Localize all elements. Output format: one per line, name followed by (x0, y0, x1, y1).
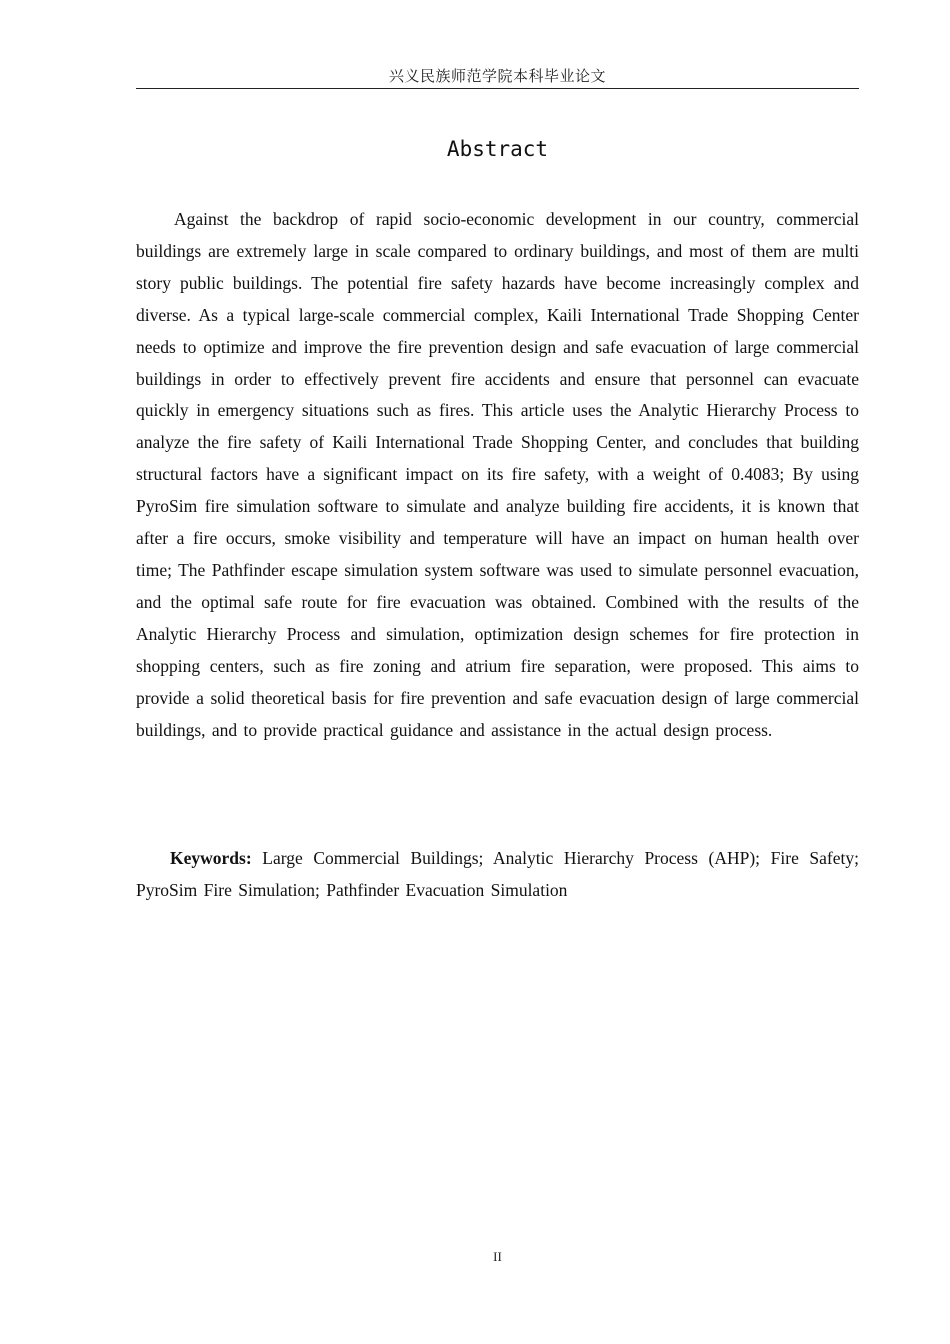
page-number: II (493, 1249, 502, 1264)
header-title: 兴义民族师范学院本科毕业论文 (388, 69, 606, 85)
keywords-paragraph (136, 843, 859, 907)
abstract-body: Against the backdrop of rapid socio-economic development in our country, commercial buildings are extremely large in scale compared to ordinary buildings, and most of them are multi story public buildings. The potential fire safety hazards have become increasingly complex and diverse. As a typical large-scale commercial complex, Kaili International Trade Shopping Center needs to optimize and improve the fire prevention design and safe evacuation of large commercial buildings in order to effectively prevent fire accidents and ensure that personnel can evacuate quickly in emergency situations such as fires. This article uses the Analytic Hierarchy Process to analyze the fire safety of Kaili International Trade Shopping Center, and concludes that building structural factors have a significant impact on its fire safety, with a weight of 0.4083; By using PyroSim fire simulation software to simulate and analyze building fire accidents, it is known that after a fire occurs, smoke visibility and temperature will have an impact on human health over time; The Pathfinder escape simulation system software was used to simulate personnel evacuation, and the optimal safe route for fire evacuation was obtained. Combined with the results of the Analytic Hierarchy Process and simulation, optimization design schemes for fire protection in shopping centers, such as fire zoning and atrium fire separation, were proposed. This aims to provide a solid theoretical basis for fire prevention and safe evacuation design of large commercial buildings, and to provide practical guidance and assistance in the actual design process. (136, 209, 859, 740)
page-header (136, 66, 859, 89)
keywords-label: Keywords: (170, 848, 252, 868)
abstract-title: Abstract (446, 137, 549, 161)
keywords-text: Large Commercial Buildings; Analytic Hierarchy Process (AHP); Fire Safety; PyroSim Fire Simulation; Pathfinder Evacuation Simulation (136, 848, 860, 900)
